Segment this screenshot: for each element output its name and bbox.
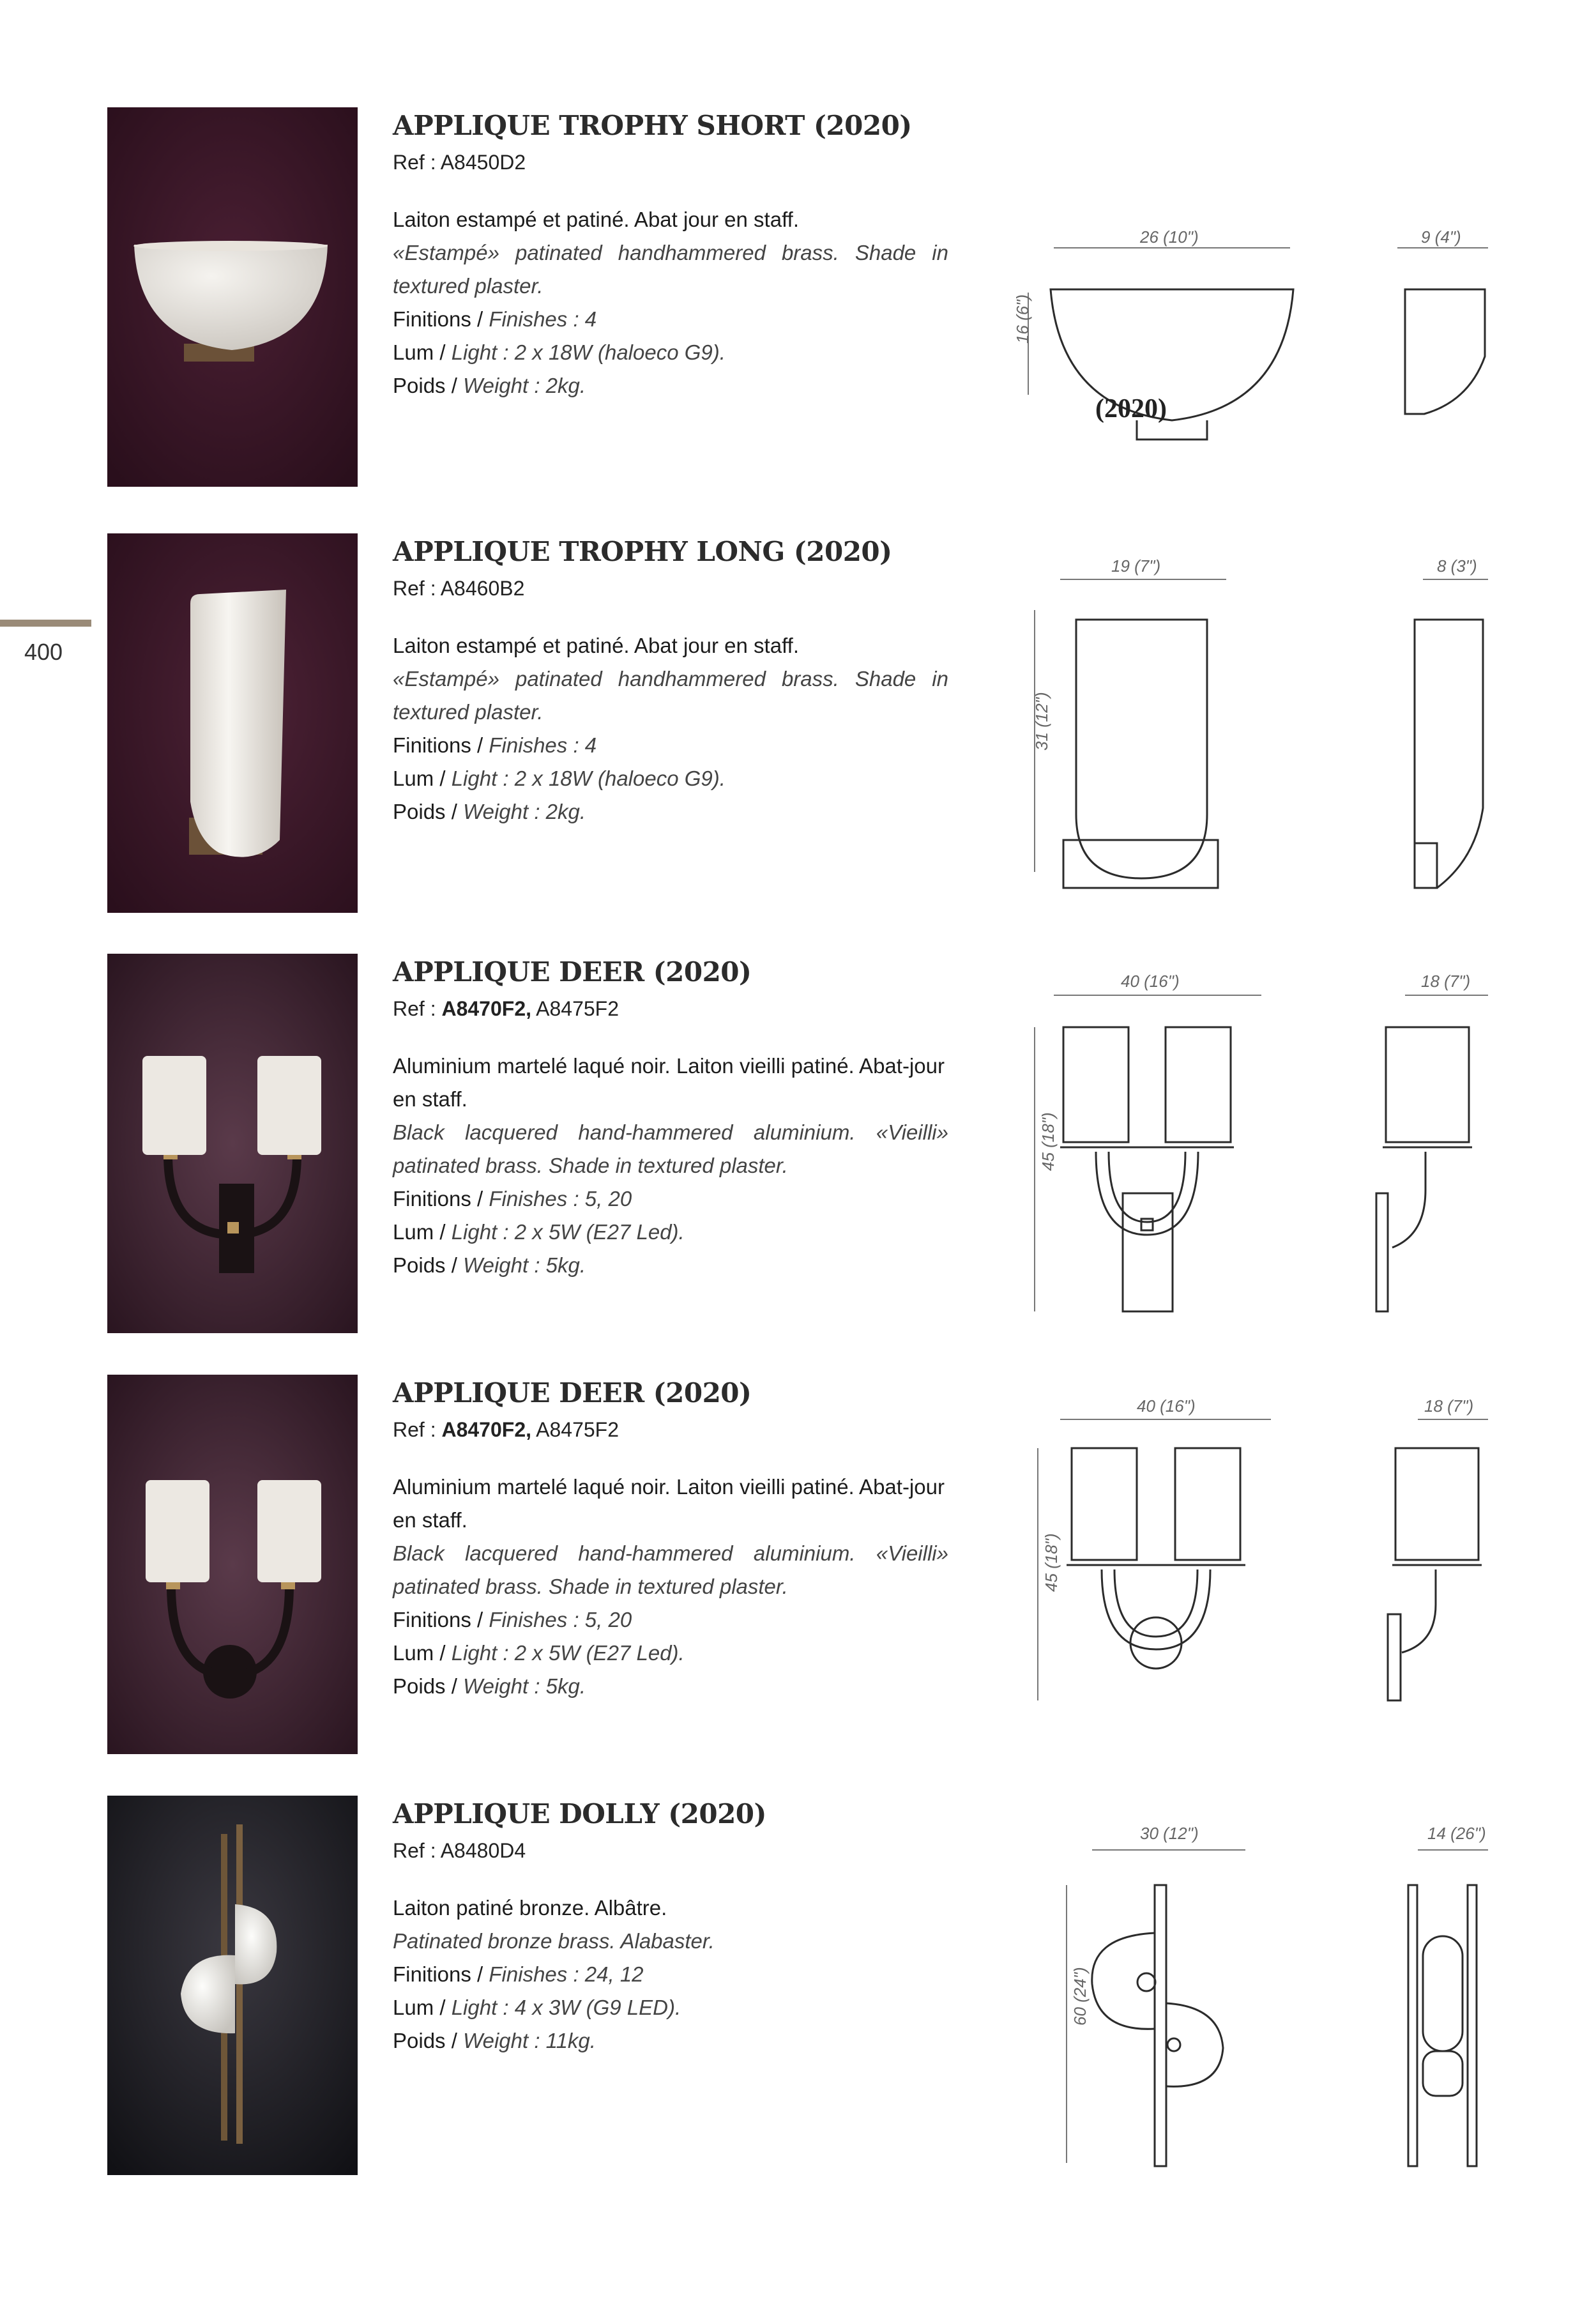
- weight-label: Poids /: [393, 1674, 464, 1698]
- product-title: APPLIQUE TROPHY SHORT (2020): [393, 110, 912, 141]
- ref-rest: A8460B2: [440, 577, 525, 600]
- finishes-value: Finishes : 24, 12: [489, 1962, 644, 1986]
- light-label: Lum /: [393, 767, 452, 790]
- finishes-value: Finishes : 4: [489, 307, 597, 331]
- trophy-long-photo: [107, 533, 358, 913]
- product-info: [393, 1796, 948, 2058]
- description-en: Black lacquered hand-hammered aluminium. «Vieilli» patinated brass. Shade in textured plaster.: [393, 1541, 948, 1598]
- ref-label: Ref :: [393, 577, 441, 600]
- finishes-value: Finishes : 5, 20: [489, 1608, 632, 1631]
- deer-photo: [107, 954, 358, 1333]
- product-description: [393, 1470, 948, 1703]
- dim-width: 40 (16"): [1121, 972, 1180, 991]
- product-deer-2: [0, 1375, 1596, 1754]
- dim-height: 16 (6"): [1013, 294, 1032, 344]
- ref-rest: A8450D2: [440, 151, 526, 174]
- dim-depth: 8 (3"): [1437, 556, 1477, 576]
- product-ref: [393, 995, 948, 1023]
- light-row: [393, 1216, 948, 1249]
- product-dolly: [0, 1796, 1596, 2175]
- description-en: «Estampé» patinated handhammered brass. Shade in textured plaster.: [393, 241, 948, 298]
- product-photo: [107, 954, 358, 1333]
- product-trophy-short: [0, 107, 1596, 487]
- light-label: Lum /: [393, 1220, 452, 1244]
- description-en: «Estampé» patinated handhammered brass. Shade in textured plaster.: [393, 667, 948, 724]
- weight-value: Weight : 5kg.: [463, 1674, 586, 1698]
- dim-height: 31 (12"): [1032, 692, 1051, 751]
- light-row: [393, 1991, 948, 2024]
- product-ref: [393, 1416, 948, 1444]
- dim-height: 60 (24"): [1070, 1967, 1090, 2026]
- product-title: APPLIQUE DOLLY (2020): [393, 1798, 766, 1829]
- deer-round-drawing: [984, 1394, 1488, 1726]
- product-trophy-long: [0, 533, 1596, 913]
- ref-rest: A8475F2: [531, 997, 619, 1020]
- dim-width: 40 (16"): [1137, 1396, 1196, 1416]
- finishes-label: Finitions /: [393, 1962, 489, 1986]
- description-fr: Aluminium martelé laqué noir. Laiton vieilli patiné. Abat-jour en staff.: [393, 1054, 945, 1111]
- finishes-value: Finishes : 4: [489, 733, 597, 757]
- product-photo: [107, 107, 358, 487]
- light-value: Light : 2 x 5W (E27 Led).: [451, 1641, 685, 1665]
- technical-drawing: [984, 553, 1488, 897]
- finishes-row: [393, 1182, 948, 1216]
- deer-drawing: [984, 966, 1488, 1324]
- finishes-row: [393, 729, 948, 762]
- dolly-drawing: [984, 1815, 1488, 2173]
- product-ref: [393, 574, 948, 602]
- weight-label: Poids /: [393, 1253, 464, 1277]
- description-en: Black lacquered hand-hammered aluminium. «Vieilli» patinated brass. Shade in textured plaster.: [393, 1120, 948, 1177]
- technical-drawing: [984, 184, 1488, 516]
- ref-label: Ref :: [393, 151, 441, 174]
- technical-drawing: [984, 966, 1488, 1324]
- description-fr: Laiton estampé et patiné. Abat jour en staff.: [393, 208, 799, 231]
- trophy-long-drawing: [984, 553, 1488, 897]
- dim-width: 26 (10"): [1140, 227, 1199, 247]
- dim-height: 45 (18"): [1038, 1112, 1058, 1171]
- ref-primary: A8470F2,: [441, 1418, 531, 1441]
- product-info: [393, 954, 948, 1282]
- finishes-label: Finitions /: [393, 307, 489, 331]
- ref-label: Ref :: [393, 1418, 442, 1441]
- finishes-label: Finitions /: [393, 1187, 489, 1211]
- page-number: 400: [24, 639, 63, 665]
- product-deer-1: [0, 954, 1596, 1333]
- product-title: APPLIQUE DEER (2020): [393, 1377, 752, 1409]
- weight-label: Poids /: [393, 2029, 464, 2052]
- product-photo: [107, 533, 358, 913]
- weight-value: Weight : 5kg.: [463, 1253, 586, 1277]
- description-fr: Laiton patiné bronze. Albâtre.: [393, 1896, 667, 1920]
- dim-depth: 18 (7"): [1421, 972, 1471, 991]
- trophy-short-drawing: [984, 184, 1488, 516]
- weight-value: Weight : 2kg.: [463, 374, 586, 397]
- product-title: APPLIQUE DEER (2020): [393, 956, 752, 988]
- dim-depth: 14 (26"): [1427, 1824, 1486, 1843]
- technical-drawing: [984, 1815, 1488, 2173]
- description-fr: Aluminium martelé laqué noir. Laiton vieilli patiné. Abat-jour en staff.: [393, 1475, 945, 1532]
- light-label: Lum /: [393, 1641, 452, 1665]
- product-description: [393, 1891, 948, 2058]
- product-info: [393, 107, 948, 402]
- product-description: [393, 1050, 948, 1282]
- weight-row: [393, 795, 948, 829]
- light-value: Light : 4 x 3W (G9 LED).: [451, 1996, 681, 2019]
- ref-label: Ref :: [393, 997, 442, 1020]
- ref-label: Ref :: [393, 1839, 441, 1862]
- product-description: [393, 629, 948, 829]
- description-en: Patinated bronze brass. Alabaster.: [393, 1929, 715, 1953]
- product-info: [393, 1375, 948, 1703]
- product-photo: [107, 1796, 358, 2175]
- finishes-row: [393, 303, 948, 336]
- product-title: APPLIQUE TROPHY LONG (2020): [393, 536, 892, 567]
- product-ref: [393, 1837, 948, 1865]
- dim-depth: 18 (7"): [1424, 1396, 1474, 1416]
- product-ref: [393, 148, 948, 176]
- dim-width: 30 (12"): [1140, 1824, 1199, 1843]
- weight-label: Poids /: [393, 800, 464, 823]
- light-label: Lum /: [393, 1996, 452, 2019]
- light-row: [393, 1637, 948, 1670]
- description-fr: Laiton estampé et patiné. Abat jour en staff.: [393, 634, 799, 657]
- dim-depth: 9 (4"): [1421, 227, 1461, 247]
- weight-row: [393, 1670, 948, 1703]
- trophy-short-photo: [107, 107, 358, 487]
- finishes-row: [393, 1958, 948, 1991]
- finishes-label: Finitions /: [393, 1608, 489, 1631]
- dim-height: 45 (18"): [1042, 1533, 1061, 1592]
- weight-value: Weight : 11kg.: [463, 2029, 596, 2052]
- technical-drawing: [984, 1394, 1488, 1726]
- light-value: Light : 2 x 18W (haloeco G9).: [451, 340, 726, 364]
- dim-width: 19 (7"): [1111, 556, 1161, 576]
- weight-row: [393, 1249, 948, 1282]
- product-info: [393, 533, 948, 829]
- drawing-year-tag: (2020): [1095, 394, 1167, 424]
- light-row: [393, 762, 948, 795]
- deer-round-photo: [107, 1375, 358, 1754]
- finishes-value: Finishes : 5, 20: [489, 1187, 632, 1211]
- light-value: Light : 2 x 5W (E27 Led).: [451, 1220, 685, 1244]
- light-value: Light : 2 x 18W (haloeco G9).: [451, 767, 726, 790]
- finishes-row: [393, 1603, 948, 1637]
- weight-row: [393, 369, 948, 402]
- product-photo: [107, 1375, 358, 1754]
- weight-value: Weight : 2kg.: [463, 800, 586, 823]
- ref-rest: A8480D4: [440, 1839, 526, 1862]
- finishes-label: Finitions /: [393, 733, 489, 757]
- product-description: [393, 203, 948, 402]
- dolly-photo: [107, 1796, 358, 2175]
- ref-rest: A8475F2: [531, 1418, 619, 1441]
- ref-primary: A8470F2,: [441, 997, 531, 1020]
- weight-label: Poids /: [393, 374, 464, 397]
- light-row: [393, 336, 948, 369]
- light-label: Lum /: [393, 340, 452, 364]
- weight-row: [393, 2024, 948, 2058]
